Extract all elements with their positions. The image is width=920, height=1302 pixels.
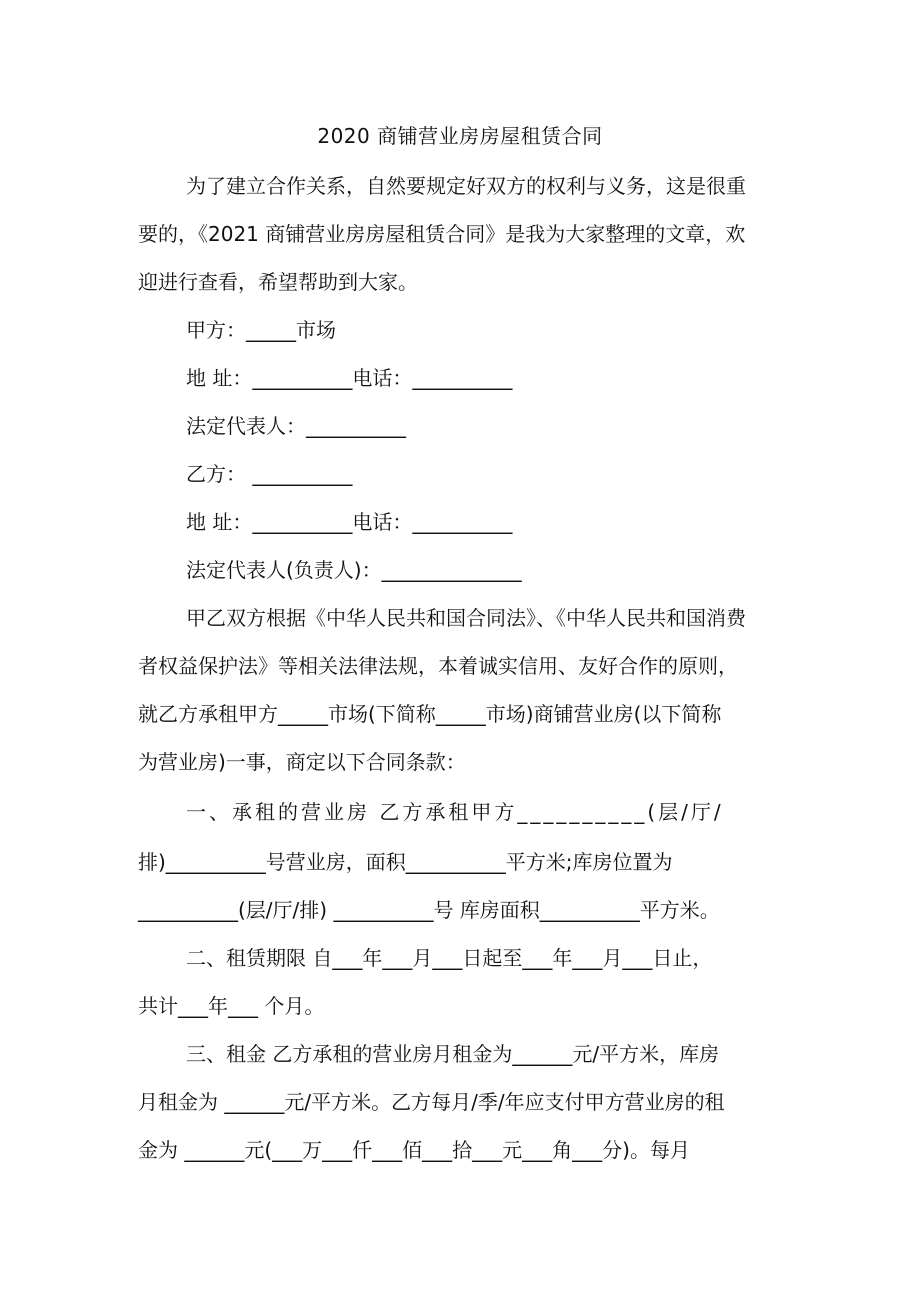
paragraph-line: 就乙方承租甲方_____市场(下简称_____市场)商铺营业房(以下简称 — [138, 702, 722, 726]
paragraph-line: 迎进行查看，希望帮助到大家。 — [138, 270, 418, 294]
party-a-field: 甲方：_____市场 — [186, 318, 336, 342]
clause-3-line: 三、租金 乙方承租的营业房月租金为______元/平方米，库房 — [186, 1042, 720, 1066]
paragraph-line: 要的，《2021 商铺营业房房屋租赁合同》是我为大家整理的文章，欢 — [138, 222, 746, 246]
document-title: 2020 商铺营业房房屋租赁合同 — [317, 124, 603, 148]
party-a-address-phone: 地 址：__________电话：__________ — [186, 366, 513, 390]
clause-2-line: 二、租赁期限 自___年___月___日起至___年___月___日止， — [186, 946, 713, 970]
paragraph-line: 为了建立合作关系，自然要规定好双方的权利与义务，这是很重 — [186, 174, 746, 198]
clause-1-line: __________(层/厅/排) __________号 库房面积__________平方米。 — [138, 898, 720, 922]
paragraph-line: 甲乙双方根据《中华人民共和国合同法》、《中华人民共和国消费 — [186, 606, 746, 630]
clause-3-line: 月租金为 ______元/平方米。乙方每月/季/年应支付甲方营业房的租 — [138, 1090, 725, 1114]
clause-2-line: 共计___年___ 个月。 — [138, 994, 325, 1018]
party-b-address-phone: 地 址：__________电话：__________ — [186, 510, 513, 534]
clause-3-line: 金为 ______元(___万___仟___佰___拾___元___角___分)。每月 — [138, 1138, 690, 1162]
paragraph-line: 为营业房)一事，商定以下合同条款： — [138, 750, 466, 774]
party-a-representative: 法定代表人：__________ — [186, 414, 406, 438]
clause-1-line: 排)__________号营业房，面积__________平方米;库房位置为 — [138, 850, 673, 874]
paragraph-line: 者权益保护法》等相关法律法规，本着诚实信用、友好合作的原则， — [138, 654, 738, 678]
clause-1-line: 一、承租的营业房 乙方承租甲方__________(层/厅/ — [186, 800, 724, 824]
party-b-field: 乙方： __________ — [186, 462, 353, 486]
party-b-representative: 法定代表人(负责人)：______________ — [186, 558, 522, 582]
